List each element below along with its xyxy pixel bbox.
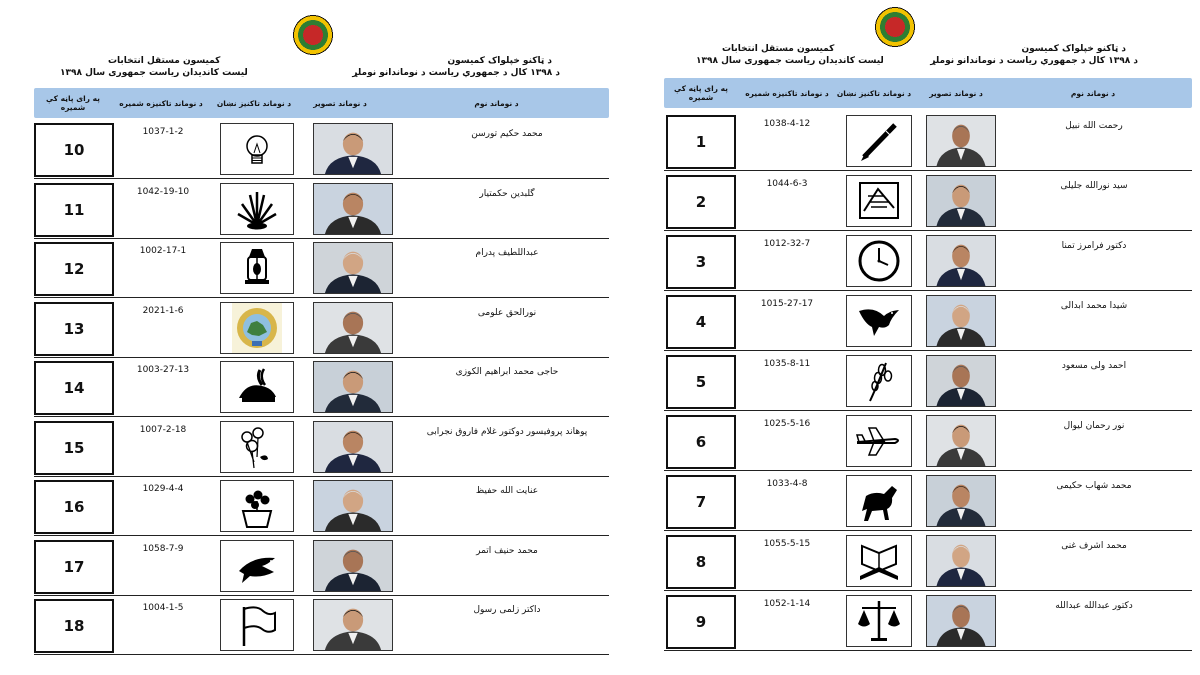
- candidate-photo: [313, 183, 393, 235]
- candidate-row: [34, 179, 609, 239]
- pen-icon: [846, 115, 912, 167]
- candidate-photo: [926, 535, 996, 587]
- ballot-number: 12: [34, 242, 114, 296]
- candidate-name: محمد حکیم تورسن: [471, 129, 543, 139]
- eagle-icon: [846, 295, 912, 347]
- column-ballot-number: په رای پاڼه کې شمیره: [46, 94, 100, 112]
- candidate-code: 1015-27-17: [760, 299, 814, 309]
- ballot-number: 11: [34, 183, 114, 237]
- header-dari-subtitle: لیست کاندیدان ریاست جمهوری سال ۱۳۹۸: [60, 68, 248, 78]
- candidate-photo: [313, 123, 393, 175]
- candidate-row: [34, 298, 609, 358]
- rose-icon: [220, 421, 294, 473]
- column-name: د نوماند نوم: [474, 98, 519, 108]
- candidate-row: [34, 595, 609, 655]
- ballot-number: 7: [666, 475, 736, 529]
- iec-emblem-icon: [872, 4, 918, 50]
- candidate-code: 1002-17-1: [139, 246, 187, 256]
- candidate-row: [664, 531, 1192, 591]
- candidate-code: 1037-1-2: [142, 127, 184, 137]
- book-stamp-icon: [846, 175, 912, 227]
- candidate-photo: [926, 595, 996, 647]
- clock-icon: [846, 235, 912, 287]
- candidate-name: رحمت الله نبیل: [1065, 121, 1123, 131]
- flowerpot-icon: [220, 480, 294, 532]
- ballot-number: 3: [666, 235, 736, 289]
- column-photo: د نوماند تصویر: [313, 98, 367, 108]
- candidate-name: پوهاند پروفیسور دوکتور غلام فاروق نجرابی: [426, 426, 588, 437]
- header-dari-title: کمیسون مستقل انتخابات: [108, 56, 221, 66]
- ballot-number: 15: [34, 421, 114, 475]
- candidate-photo: [313, 361, 393, 413]
- candidate-name: نور رحمان لیوال: [1063, 421, 1125, 431]
- wheat-icon: [846, 355, 912, 407]
- candidate-row: [664, 591, 1192, 651]
- candidate-code: 1035-8-11: [763, 359, 811, 369]
- candidate-code: 1044-6-3: [766, 179, 808, 189]
- candidate-photo: [926, 295, 996, 347]
- candidate-code: 1029-4-4: [142, 484, 184, 494]
- column-symbol: د نوماند تاکنیز نښان: [836, 88, 912, 98]
- candidate-row: [664, 351, 1192, 411]
- candidate-code: 1038-4-12: [763, 119, 811, 129]
- horse-icon: [846, 475, 912, 527]
- ballot-number: 18: [34, 599, 114, 653]
- candidate-name: حاجی محمد ابراهیم الکوزی: [455, 367, 559, 377]
- candidate-code: 1042-19-10: [136, 186, 190, 197]
- column-candidate-code: د نوماند تاکنیزه شمیره: [745, 88, 829, 98]
- ballot-number: 9: [666, 595, 736, 649]
- candidate-code: 1007-2-18: [139, 424, 187, 435]
- candidate-name: نورالحق علومی: [477, 307, 537, 318]
- ballot-number: 13: [34, 302, 114, 356]
- candidate-row: [664, 171, 1192, 231]
- candidate-code: 1052-1-14: [763, 599, 811, 609]
- ballot-number: 8: [666, 535, 736, 589]
- sunrise-icon: [220, 183, 294, 235]
- ballot-number: 6: [666, 415, 736, 469]
- candidate-photo: [313, 480, 393, 532]
- header-pashto-title: د ټاکنو خپلواک کمیسون: [447, 56, 552, 66]
- ballot-number: 5: [666, 355, 736, 409]
- ballot-number: 14: [34, 361, 114, 415]
- iec-emblem-icon: [290, 12, 336, 58]
- table-header: [34, 88, 609, 118]
- ballot-number: 10: [34, 123, 114, 177]
- lightbulb-icon: [220, 123, 294, 175]
- column-ballot-number: په رای پاڼه کې شمیره: [674, 84, 728, 102]
- scales-icon: [846, 595, 912, 647]
- candidate-code: 1004-1-5: [142, 603, 184, 613]
- turban-icon: [220, 361, 294, 413]
- dove-icon: [220, 540, 294, 592]
- ballot-number: 2: [666, 175, 736, 229]
- candidate-photo: [313, 540, 393, 592]
- candidate-code: 1003-27-13: [136, 365, 190, 375]
- candidate-row: [664, 411, 1192, 471]
- table-header: [664, 78, 1192, 108]
- candidate-photo: [926, 415, 996, 467]
- candidate-name: محمد اشرف غنی: [1061, 541, 1127, 551]
- candidate-name: دکتور فرامرز تمنا: [1061, 241, 1127, 251]
- header-dari-title: کمیسون مستقل انتخابات: [722, 44, 835, 54]
- candidate-row: [34, 417, 609, 477]
- header-pashto-subtitle: د ۱۳۹۸ کال د جمهوري رياست د نوماندانو نوملړ: [352, 68, 560, 78]
- candidate-name: دکتور عبدالله عبدالله: [1055, 601, 1133, 611]
- airplane-icon: [846, 415, 912, 467]
- column-candidate-code: د نوماند تاکنیزه شمیره: [119, 98, 203, 108]
- candidate-row: [664, 471, 1192, 531]
- candidate-name: سید نورالله جلیلی: [1060, 181, 1128, 191]
- candidate-code: 1012-32-7: [763, 239, 811, 249]
- candidate-code: 1055-5-15: [763, 539, 811, 549]
- candidate-row: [34, 357, 609, 417]
- candidate-code: 1033-4-8: [766, 479, 808, 489]
- lantern-icon: [220, 242, 294, 294]
- candidate-name: داکتر زلمی رسول: [473, 605, 541, 615]
- candidate-code: 2021-1-6: [142, 305, 184, 316]
- header-pashto-subtitle: د ۱۳۹۸ کال د جمهوري رياست د نوماندانو نوملړ: [930, 56, 1138, 66]
- candidate-name: احمد ولی مسعود: [1061, 361, 1127, 371]
- candidate-photo: [926, 115, 996, 167]
- candidate-name: عنایت الله حفیظ: [475, 486, 539, 496]
- ballot-number: 16: [34, 480, 114, 534]
- column-photo: د نوماند تصویر: [929, 88, 983, 98]
- candidate-name: محمد حنیف اتمر: [476, 545, 538, 556]
- candidate-row: [34, 536, 609, 596]
- candidate-photo: [926, 475, 996, 527]
- candidate-photo: [926, 355, 996, 407]
- candidate-photo: [926, 235, 996, 287]
- candidate-code: 1025-5-16: [763, 419, 811, 429]
- candidate-name: گلبدین حکمتیار: [479, 188, 535, 199]
- emblem-icon: [220, 302, 294, 354]
- candidate-photo: [313, 302, 393, 354]
- candidate-row: [34, 476, 609, 536]
- candidate-name: شیدا محمد ابدالی: [1060, 301, 1128, 311]
- candidate-code: 1058-7-9: [142, 543, 184, 554]
- candidate-row: [34, 119, 609, 179]
- quran-icon: [846, 535, 912, 587]
- candidate-name: محمد شهاب حکیمی: [1056, 481, 1132, 491]
- ballot-number: 4: [666, 295, 736, 349]
- header-pashto-title: د ټاکنو خپلواک کمیسون: [1021, 44, 1126, 54]
- ballot-number: 1: [666, 115, 736, 169]
- ballot-number: 17: [34, 540, 114, 594]
- candidate-photo: [313, 242, 393, 294]
- header-dari-subtitle: لیست کاندیدان ریاست جمهوری سال ۱۳۹۸: [696, 56, 884, 66]
- candidate-photo: [926, 175, 996, 227]
- column-name: د نوماند نوم: [1070, 88, 1116, 98]
- candidate-row: [34, 238, 609, 298]
- candidate-name: عبداللطیف پدرام: [475, 248, 539, 258]
- candidate-row: [664, 111, 1192, 171]
- candidate-photo: [313, 599, 393, 651]
- flag-icon: [220, 599, 294, 651]
- candidate-row: [664, 231, 1192, 291]
- candidate-photo: [313, 421, 393, 473]
- column-symbol: د نوماند تاکنیز نښان: [216, 98, 292, 108]
- candidate-row: [664, 291, 1192, 351]
